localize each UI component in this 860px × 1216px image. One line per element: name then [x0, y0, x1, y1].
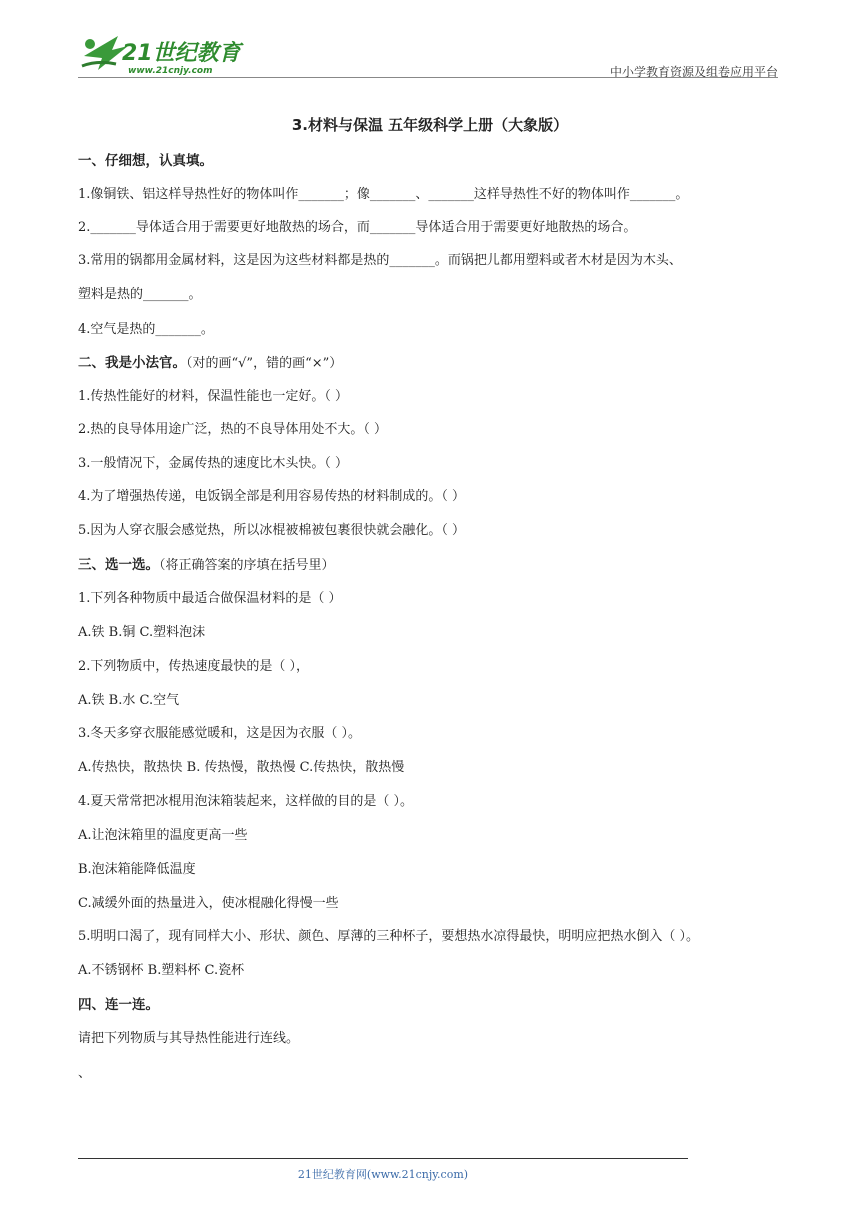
s3-question-5-options: A.不锈钢杯 B.塑料杯 C.瓷杯	[78, 963, 245, 978]
s1-question-1: 1.像铜铁、铝这样导热性好的物体叫作_______；像_______、_______这样导热性不好的物体叫作_______。	[78, 187, 689, 202]
s3-question-1: 1.下列各种物质中最适合做保温材料的是（ ）	[78, 591, 342, 606]
footer-divider	[78, 1158, 688, 1159]
section-4-heading: 四、连一连。	[78, 997, 159, 1013]
section-3-heading	[78, 553, 335, 573]
s3-question-3-options: A.传热快，散热快 B. 传热慢，散热慢 C.传热快，散热慢	[78, 760, 405, 775]
svg-text:www.21cnjy.com: www.21cnjy.com	[128, 66, 213, 76]
s2-question-5: 5.因为人穿衣服会感觉热，所以冰棍被棉被包裹很快就会融化。（ ）	[78, 523, 466, 538]
21cnjy-logo	[78, 30, 248, 76]
s3-question-5: 5.明明口渴了，现有同样大小、形状、颜色、厚薄的三种杯子，要想热水凉得最快，明明应把热水倒入（ ）。	[78, 929, 700, 944]
s3-question-4-option-a: A.让泡沫箱里的温度更高一些	[78, 828, 248, 843]
s3-question-4-option-b: B.泡沫箱能降低温度	[78, 862, 196, 877]
s2-question-2: 2.热的良导体用途广泛，热的不良导体用处不大。（ ）	[78, 422, 388, 437]
platform-name: 中小学教育资源及组卷应用平台	[609, 65, 778, 79]
s3-question-3: 3.冬天多穿衣服能感觉暖和，这是因为衣服（ ）。	[78, 726, 362, 741]
section-1-heading: 一、仔细想，认真填。	[78, 153, 213, 169]
s3-question-4-option-c: C.减缓外面的热量进入，使冰棍融化得慢一些	[78, 896, 339, 911]
s1-question-3-line-2: 塑料是热的_______。	[78, 287, 202, 302]
section-3-note: （将正确答案的序填在括号里）	[159, 558, 335, 573]
page-footer: 21世纪教育网(www.21cnjy.com)	[297, 1168, 469, 1181]
s2-question-4: 4.为了增强热传递，电饭锅全部是利用容易传热的材料制成的。（ ）	[78, 489, 466, 504]
s4-mark: 、	[78, 1066, 92, 1081]
page-header	[78, 30, 778, 78]
s1-question-3-line-1: 3.常用的锅都用金属材料，这是因为这些材料都是热的_______。而锅把儿都用塑料或者木材是因为木头、	[78, 253, 682, 268]
section-2-title: 二、我是小法官。	[78, 355, 186, 371]
s3-question-1-options: A.铁 B.铜 C.塑料泡沫	[78, 625, 206, 640]
section-2-heading	[78, 351, 342, 371]
s3-question-2: 2.下列物质中，传热速度最快的是（ ），	[78, 659, 310, 674]
s1-question-2: 2._______导体适合用于需要更好地散热的场合，而_______导体适合用于需要更好地散热的场合。	[78, 220, 637, 235]
header-divider	[78, 77, 778, 78]
s3-question-2-options: A.铁 B.水 C.空气	[78, 693, 180, 708]
section-3-title: 三、选一选。	[78, 557, 159, 573]
s3-question-4: 4.夏天常常把冰棍用泡沫箱装起来，这样做的目的是（ ）。	[78, 794, 414, 809]
s1-question-4: 4.空气是热的_______。	[78, 322, 214, 337]
s2-question-3: 3.一般情况下，金属传热的速度比木头快。（ ）	[78, 456, 349, 471]
section-2-note: （对的画“√”，错的画“×”）	[186, 356, 343, 371]
svg-text:21世纪教育: 21世纪教育	[122, 41, 241, 66]
s4-instruction: 请把下列物质与其导热性能进行连线。	[78, 1031, 300, 1046]
s2-question-1: 1.传热性能好的材料，保温性能也一定好。（ ）	[78, 389, 349, 404]
page-title: 3.材料与保温 五年级科学上册（大象版）	[291, 116, 569, 134]
